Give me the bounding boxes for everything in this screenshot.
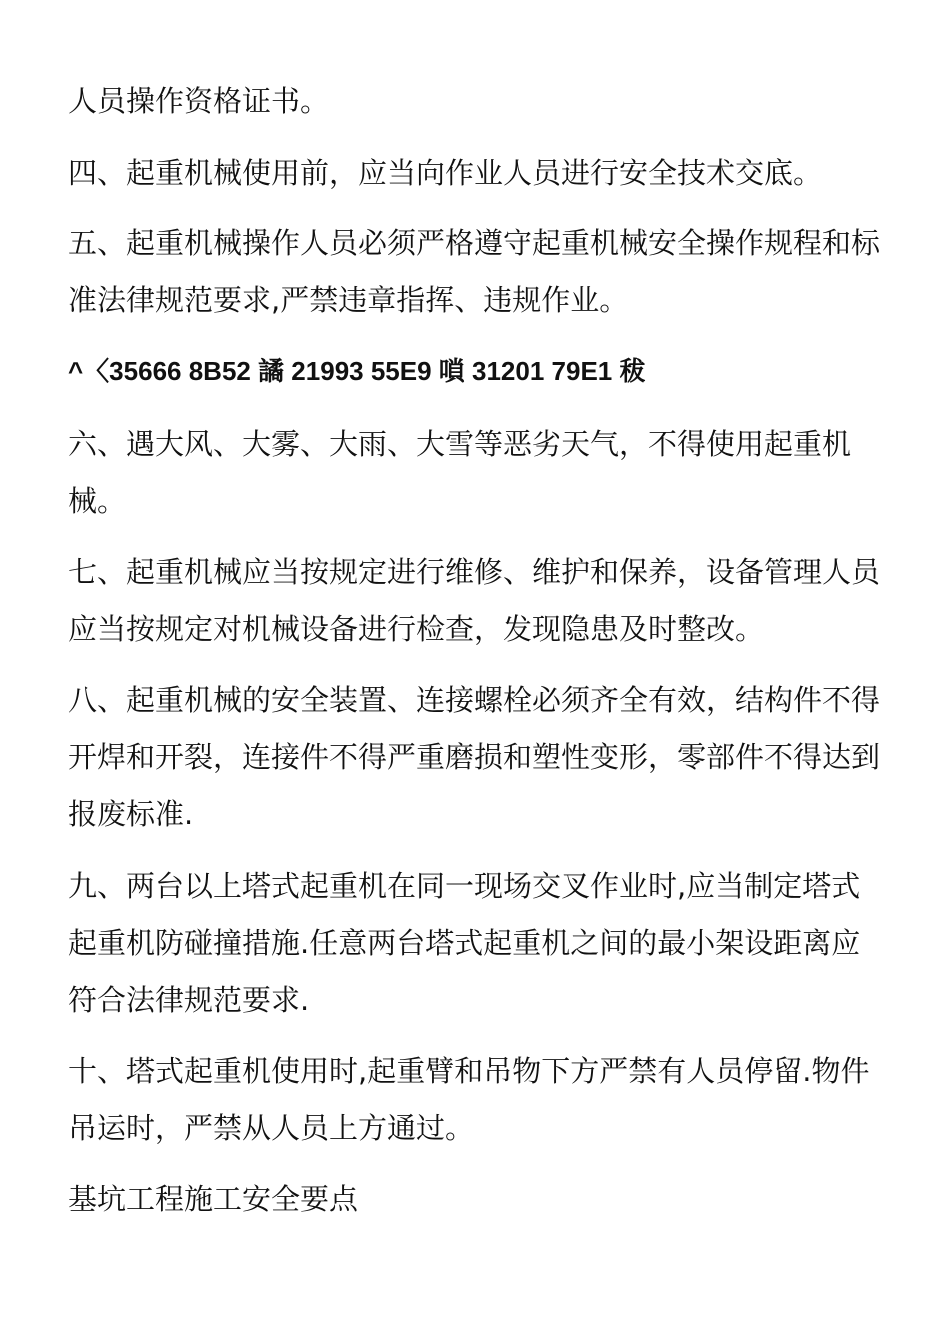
paragraph-item-7: 七、起重机械应当按规定进行维修、维护和保养，设备管理人员应当按规定对机械设备进行检查，发现隐患及时整改。 xyxy=(68,555,881,646)
paragraph-item-4: 四、起重机械使用前，应当向作业人员进行安全技术交底。 xyxy=(68,156,823,190)
paragraph-item-5: 五、起重机械操作人员必须严格遵守起重机械安全操作规程和标准法律规范要求,严禁违章指挥、违规作业。 xyxy=(68,226,881,317)
section-heading-foundation-pit: 基坑工程施工安全要点 xyxy=(68,1182,359,1216)
paragraph-item-8: 八、起重机械的安全装置、连接螺栓必须齐全有效，结构件不得开焊和开裂，连接件不得严重磨损和塑性变形，零部件不得达到报废标准. xyxy=(68,683,881,831)
paragraph-item-9: 九、两台以上塔式起重机在同一现场交叉作业时,应当制定塔式起重机防碰撞措施.任意两台塔式起重机之间的最小架设距离应符合法律规范要求. xyxy=(68,869,861,1017)
paragraph-certificate: 人员操作资格证书。 xyxy=(68,84,330,118)
garbled-code-line: ^〈35666 8B52 譎 21993 55E9 嗩 31201 79E1 秡 xyxy=(68,356,646,386)
paragraph-item-10: 十、塔式起重机使用时,起重臂和吊物下方严禁有人员停留.物件吊运时，严禁从人员上方通过。 xyxy=(68,1054,870,1145)
paragraph-item-6: 六、遇大风、大雾、大雨、大雪等恶劣天气，不得使用起重机械。 xyxy=(68,427,852,518)
